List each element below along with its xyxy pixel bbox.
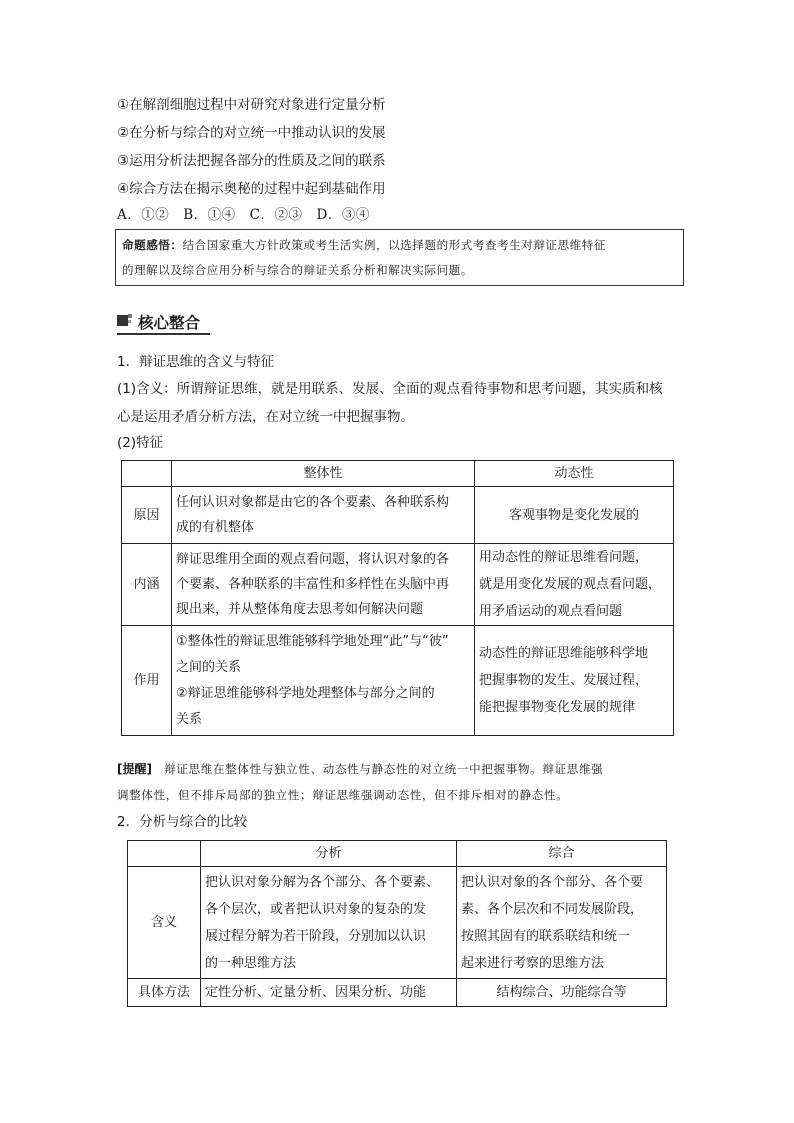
table-header-empty <box>128 841 201 867</box>
section-marker-icon <box>117 315 128 326</box>
table-cell <box>457 867 667 979</box>
point1-feature-heading: (2)特征 <box>117 435 164 451</box>
table-row <box>122 487 674 544</box>
table-cell: 定性分析、定量分析、因果分析、功能 <box>201 979 457 1007</box>
table-header-cell: 综合 <box>457 841 667 867</box>
cell-line: 现出来，并从整体角度去思考如何解决问题 <box>176 602 424 617</box>
point1-heading: 1．辩证思维的含义与特征 <box>117 354 275 370</box>
table-row <box>122 544 674 626</box>
table-cell <box>172 626 475 736</box>
answer-choices: A．①② B．①④ C．②③ D．③④ <box>117 207 370 223</box>
tip-line-1 <box>117 756 687 782</box>
cell-line: ②辩证思维能够科学地处理整体与部分之间的 <box>176 685 435 701</box>
cell-line: 各个层次，或者把认识对象的复杂的发 <box>205 901 427 917</box>
cell-line: 成的有机整体 <box>176 520 255 535</box>
tip-line-2: 调整体性，但不排斥局部的独立性；辩证思维强调动态性，但不排斥相对的静态性。 <box>117 788 569 802</box>
note-line-2: 的理解以及综合应用分析与综合的辩证关系分析和解决实际问题。 <box>122 263 473 277</box>
table-row <box>128 979 667 1007</box>
section-title-text: 核心整合 <box>138 314 201 332</box>
note-label: 命题感悟： <box>122 238 183 252</box>
cell-line: 展过程分解为若干阶段，分别加以认识 <box>205 928 427 944</box>
cell-line: 任何认识对象都是由它的各个要素、各种联系构 <box>176 495 450 510</box>
cell-line: 把握事物的发生、发展过程， <box>479 673 649 688</box>
cell-line: 个要素、各种联系的丰富性和多样性在头脑中再 <box>176 577 450 592</box>
section-marker-dot-2 <box>128 320 131 323</box>
tip-paragraph <box>117 756 687 808</box>
row-label: 具体方法 <box>128 979 201 1007</box>
cell-line: 把认识对象的各个部分、各个要 <box>461 874 644 890</box>
table-cell <box>172 487 475 544</box>
table-header-cell: 整体性 <box>172 461 475 487</box>
table-cell <box>201 867 457 979</box>
point2-heading: 2．分析与综合的比较 <box>117 814 248 830</box>
table-cell <box>172 544 475 626</box>
tip-text-1: 辩证思维在整体性与独立性、动态性与静态性的对立统一中把握事物。辩证思维强 <box>164 762 604 776</box>
cell-line: 辩证思维用全面的观点看问题，将认识对象的各 <box>176 552 450 567</box>
cell-line: 用动态性的辩证思维看问题， <box>479 550 649 565</box>
table-cell: 客观事物是变化发展的 <box>475 487 674 544</box>
cell-line: ①整体性的辩证思维能够科学地处理“此”与“彼” <box>176 633 449 649</box>
table-row <box>128 867 667 979</box>
cell-line: 素、各个层次和不同发展阶段， <box>461 901 644 917</box>
cell-line: 就是用变化发展的观点看问题， <box>479 577 662 592</box>
table-header-empty <box>122 461 172 487</box>
cell-line: 把认识对象分解为各个部分、各个要素、 <box>205 874 440 890</box>
row-label: 原因 <box>122 487 172 544</box>
row-label: 作用 <box>122 626 172 736</box>
option-2: ②在分析与综合的对立统一中推动认识的发展 <box>117 125 386 141</box>
cell-line: 关系 <box>176 711 203 727</box>
option-4: ④综合方法在揭示奥秘的过程中起到基础作用 <box>117 181 386 197</box>
feature-table <box>121 460 674 736</box>
option-3: ③运用分析法把握各部分的性质及之间的联系 <box>117 153 386 169</box>
table-header-cell: 动态性 <box>475 461 674 487</box>
table-header-row <box>122 461 674 487</box>
table-cell <box>475 544 674 626</box>
row-label: 含义 <box>128 867 201 979</box>
section-underline <box>117 333 210 335</box>
note-line-1 <box>122 233 677 258</box>
cell-line: 能把握事物变化发展的规律 <box>479 700 636 715</box>
cell-line: 之间的关系 <box>176 659 242 675</box>
tip-tag: [提醒] <box>117 762 152 776</box>
point1-def-line-2: 心是运用矛盾分析方法，在对立统一中把握事物。 <box>117 409 414 425</box>
note-box <box>115 229 684 286</box>
section-marker-dot <box>128 314 132 318</box>
cell-line: 的一种思维方法 <box>205 955 297 971</box>
table-cell: 结构综合、功能综合等 <box>457 979 667 1007</box>
table-header-cell: 分析 <box>201 841 457 867</box>
table-header-row <box>128 841 667 867</box>
row-label: 内涵 <box>122 544 172 626</box>
comparison-table <box>127 840 667 1007</box>
table-cell <box>475 626 674 736</box>
table-row <box>122 626 674 736</box>
cell-line: 按照其固有的联系联结和统一 <box>461 928 631 944</box>
point1-def-line-1: (1)含义：所谓辩证思维，就是用联系、发展、全面的观点看待事物和思考问题，其实质和核 <box>117 381 663 397</box>
cell-line: 动态性的辩证思维能够科学地 <box>479 646 649 661</box>
option-1: ①在解剖细胞过程中对研究对象进行定量分析 <box>117 97 386 113</box>
note-text-1: 结合国家重大方针政策或考生活实例，以选择题的形式考查考生对辩证思维特征 <box>182 238 606 252</box>
cell-line: 起来进行考察的思维方法 <box>461 955 605 971</box>
cell-line: 用矛盾运动的观点看问题 <box>479 604 623 619</box>
